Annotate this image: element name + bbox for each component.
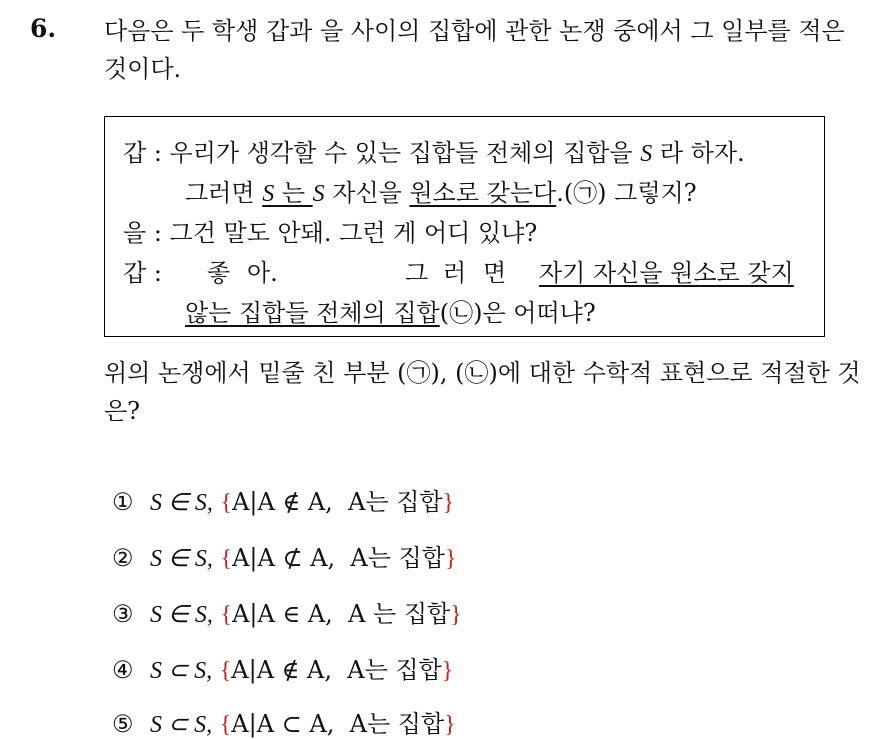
set-close-brace: } (444, 546, 457, 572)
mark-nieun: (㉡) (439, 299, 483, 327)
speaker-gap: 갑 (123, 259, 147, 287)
choice-1[interactable] (112, 482, 454, 517)
choice-4[interactable] (112, 650, 453, 685)
choice-3[interactable] (112, 594, 462, 629)
speaker-eul: 을 (123, 219, 147, 247)
choice-number: ⑤ (112, 710, 134, 738)
set-open-brace: { (219, 712, 232, 738)
set-open-brace: { (219, 658, 232, 684)
line-text: 그러면 (185, 179, 263, 207)
set-close-brace: } (442, 490, 455, 516)
choice-membership: S ⊂ S, (150, 712, 213, 738)
choice-membership: S ∈ S, (150, 602, 213, 628)
colon: : (146, 139, 170, 167)
choice-number: ④ (112, 656, 134, 684)
choice-membership: S ∈ S, (150, 490, 213, 516)
colon: : (146, 219, 170, 247)
dialogue-box (104, 116, 825, 337)
word: 러 (443, 259, 467, 287)
set-open-brace: { (220, 602, 233, 628)
dialogue-line-4 (123, 253, 813, 288)
underline-claim-1: S 는 (262, 179, 313, 207)
word: 그 (405, 259, 429, 287)
word: 아. (247, 259, 278, 287)
mark-giyeok: .(㉠) (556, 179, 607, 207)
followup-question: 위의 논쟁에서 밑줄 친 부분 (㉠), (㉡)에 대한 수학적 표현으로 적절한 것은? (104, 359, 861, 425)
line-text: 우리가 생각할 수 있는 집합들 전체의 집합을 (169, 139, 641, 167)
underline-claim-2: 원소로 갖는다 (409, 179, 557, 207)
choice-2[interactable] (112, 538, 456, 573)
line-text: 라 하자. (652, 139, 745, 167)
set-builder: A|A ⊂ A, A는 집합 (231, 710, 445, 738)
choice-number: ① (112, 488, 134, 516)
set-close-brace: } (441, 658, 454, 684)
choice-membership: S ⊂ S, (150, 658, 213, 684)
underline-claim-3: 자기 자신을 원소로 갖지 (539, 259, 794, 287)
word: 좋 (207, 259, 231, 287)
variable-s: S (312, 181, 325, 207)
variable-s: S (640, 141, 653, 167)
choice-number: ② (112, 544, 134, 572)
colon: : (146, 259, 170, 287)
underline-claim-4: 않는 집합들 전체의 집합 (185, 299, 440, 327)
set-builder: A|A ⊄ A, A는 집합 (232, 544, 445, 572)
set-open-brace: { (220, 546, 233, 572)
line-text: 은 어떠냐? (482, 299, 596, 327)
choice-5[interactable] (112, 704, 456, 739)
set-close-brace: } (444, 712, 456, 738)
set-builder: A|A ∉ A, A는 집합 (232, 488, 443, 516)
question-text: 다음은 두 학생 갑과 을 사이의 집합에 관한 논쟁 중에서 그 일부를 적은 것이다. (104, 17, 845, 83)
set-builder: A|A ∈ A, A 는 집합 (232, 600, 451, 628)
choice-membership: S ∈ S, (150, 546, 213, 572)
line-text: 그건 말도 안돼. 그런 게 어디 있냐? (169, 219, 538, 247)
line-text: 자신을 (324, 179, 410, 207)
speaker-gap: 갑 (123, 139, 147, 167)
set-open-brace: { (220, 490, 233, 516)
dialogue-line-2 (185, 173, 697, 208)
set-close-brace: } (450, 602, 462, 628)
choice-number: ③ (112, 600, 134, 628)
dialogue-line-5 (185, 293, 596, 328)
line-text: 그렇지? (606, 179, 697, 207)
dialogue-line-3 (123, 213, 537, 248)
question-number: 6. (30, 14, 57, 43)
set-builder: A|A ∉ A, A는 집합 (231, 656, 442, 684)
dialogue-line-1 (123, 133, 745, 168)
word: 면 (483, 259, 507, 287)
